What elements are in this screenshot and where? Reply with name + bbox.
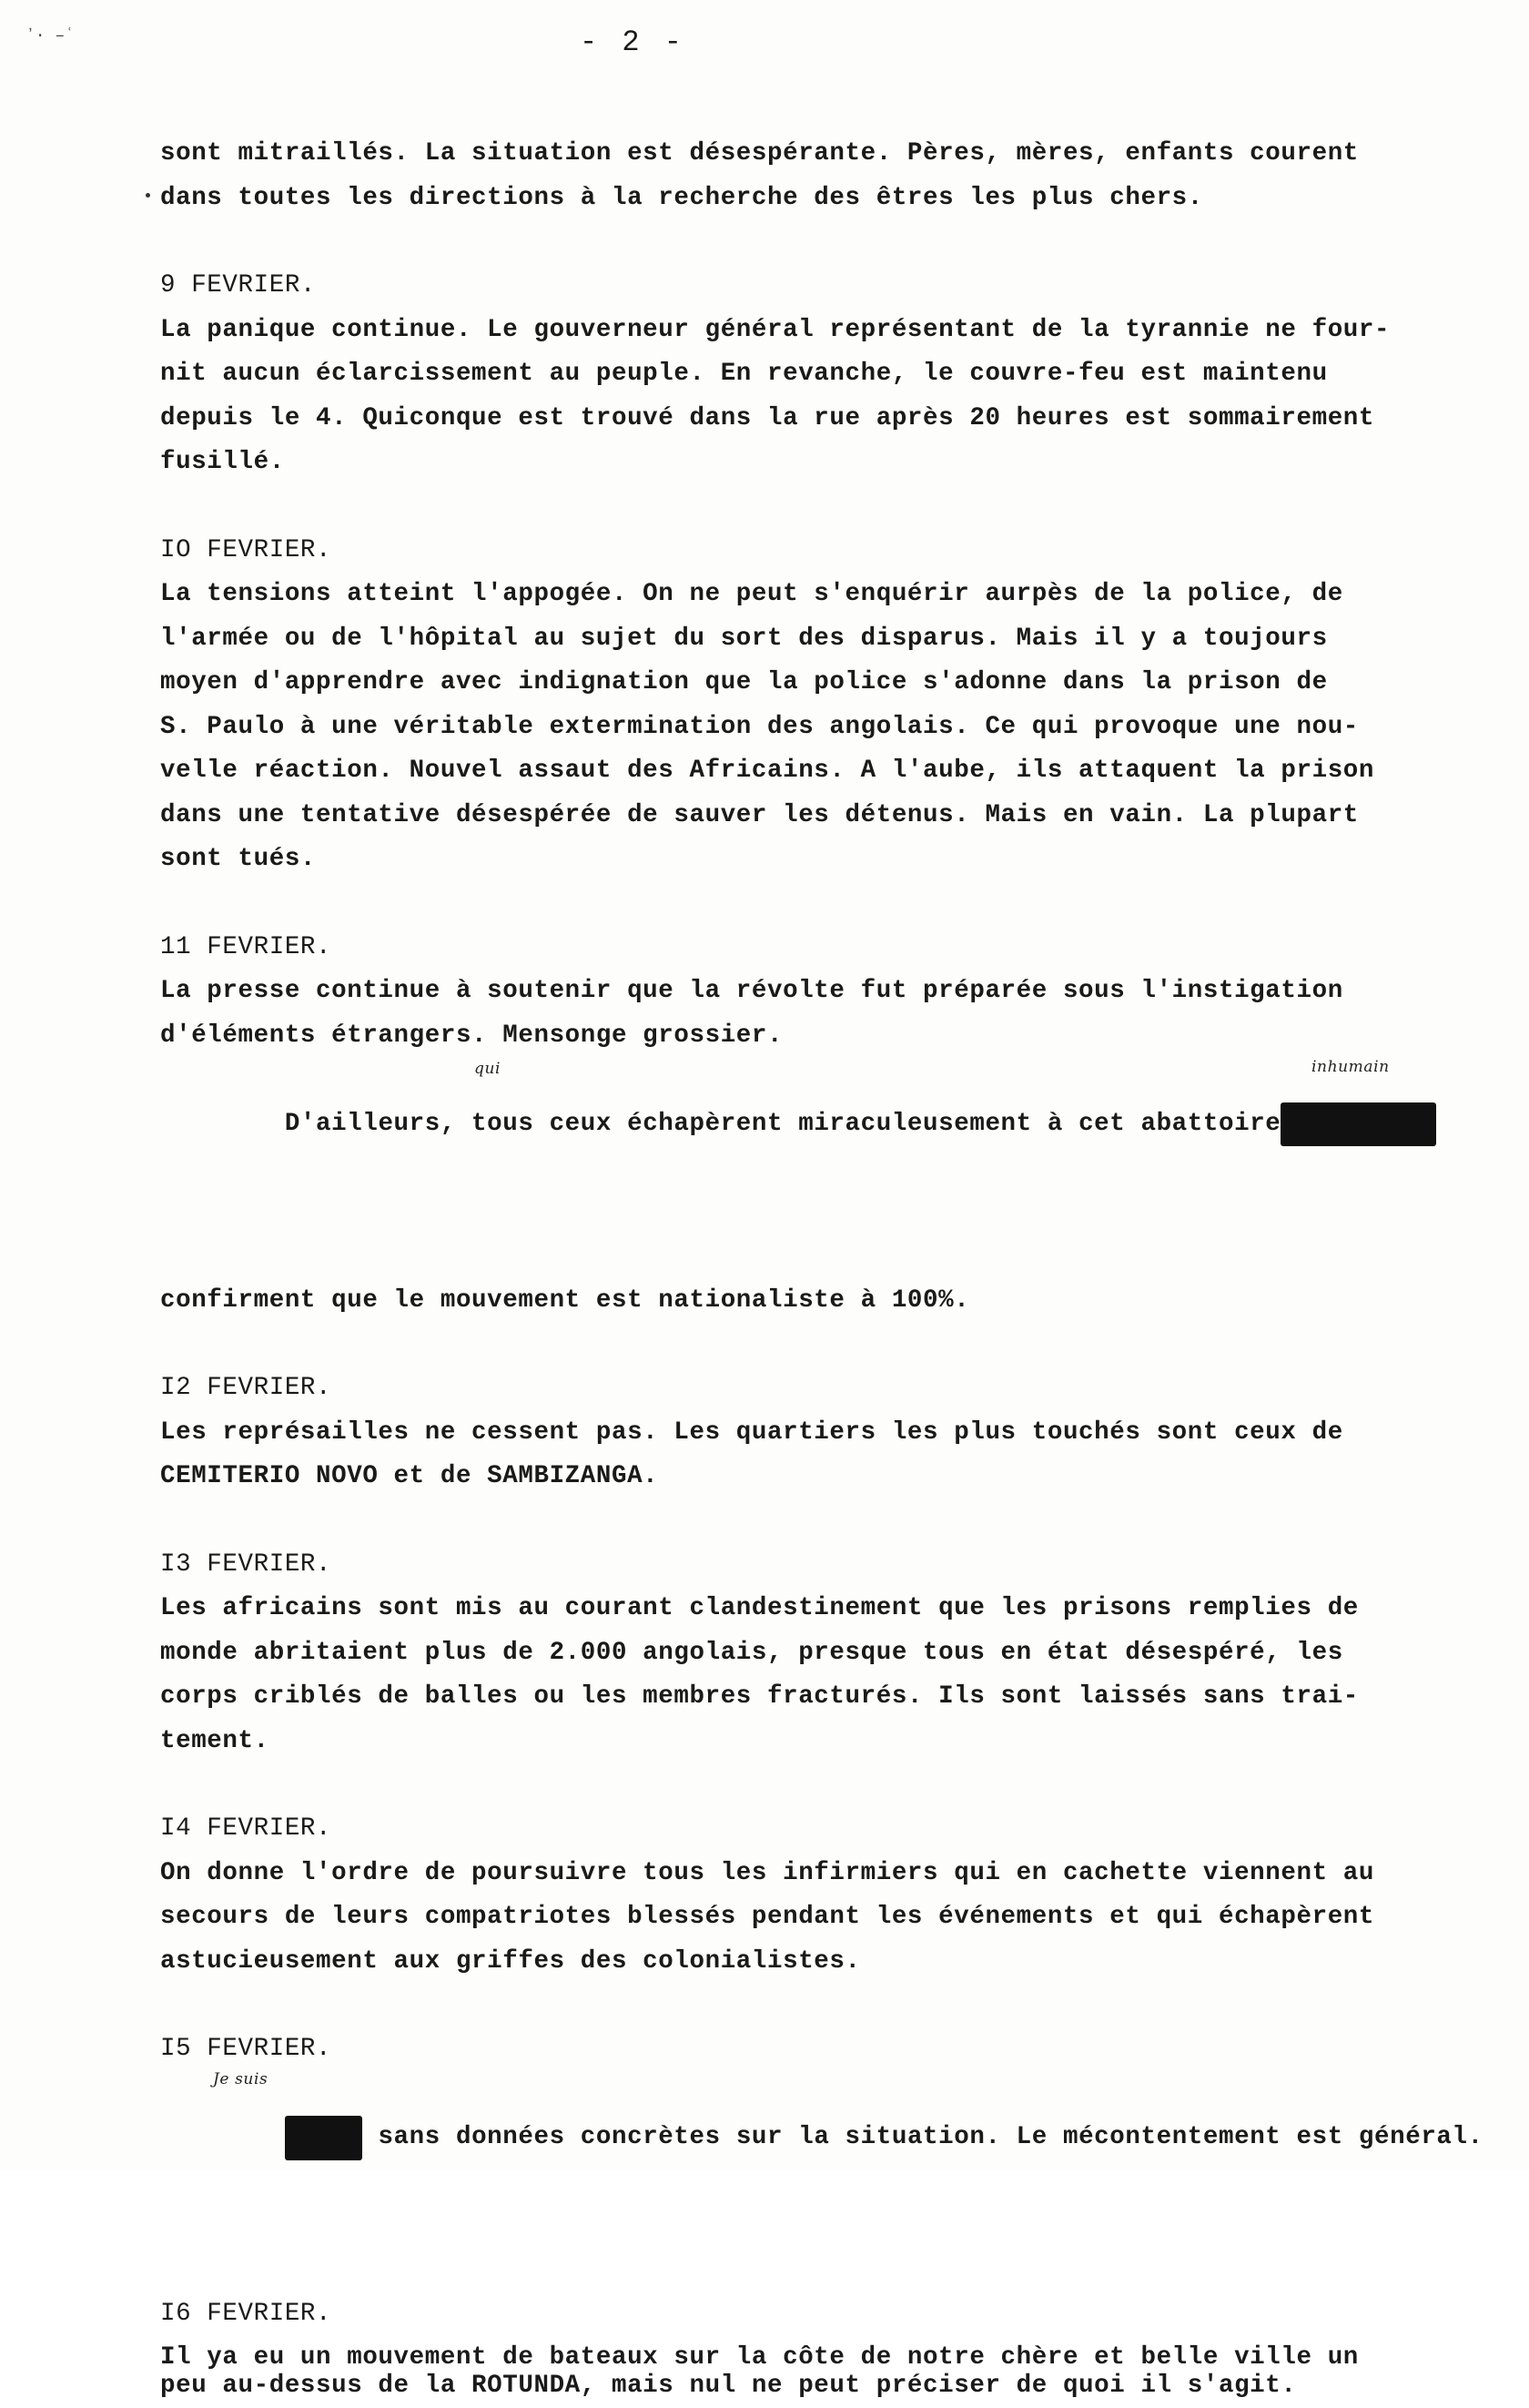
text-line: La tensions atteint l'appogée. On ne peut s'enquérir aurpès de la police, de [160,573,1480,617]
entry-10-fevrier [160,529,1480,882]
text-segment: sans données concrètes sur la situation. Le mécontentement est général. [378,2123,1483,2151]
entry-heading: I2 FEVRIER. [160,1367,1480,1411]
text-line: Les africains sont mis au courant clandestinement que les prisons remplies de [160,1587,1480,1631]
text-line: moyen d'apprendre avec indignation que la police s'adonne dans la prison de [160,661,1480,706]
entry-continuation [160,132,1480,220]
text-line: sont tués. [160,838,1480,882]
entry-12-fevrier [160,1367,1480,1499]
entry-16-fevrier [160,2292,1480,2408]
entry-heading: IO FEVRIER. [160,529,1480,574]
text-line: Il ya eu un mouvement de bateaux sur la côte de notre chère et belle ville un [160,2336,1480,2381]
text-line: Les représailles ne cessent pas. Les quartiers les plus touchés sont ceux de [160,1411,1480,1456]
handwritten-annotation-je-suis: Je suis [213,2057,268,2102]
text-line: d'éléments étrangers. Mensonge grossier. [160,1014,1480,1059]
entry-9-fevrier [160,264,1480,485]
text-line: l'armée ou de l'hôpital au sujet du sort des disparus. Mais il y a toujours [160,617,1480,662]
entry-heading: 9 FEVRIER. [160,264,1480,309]
text-line: corps criblés de balles ou les membres fracturés. Ils sont laissés sans trai- [160,1675,1480,1720]
entry-13-fevrier [160,1543,1480,1764]
text-line: nit aucun éclarcissement au peuple. En revanche, le couvre-feu est maintenu [160,352,1480,397]
entry-heading: I5 FEVRIER. [160,2027,1480,2072]
text-line: fusillé. [160,441,1480,485]
handwritten-annotation-qui: qui [474,1047,501,1092]
text-line: tement. [160,1720,1480,1764]
text-line: sont mitraillés. La situation est désespérante. Pères, mères, enfants courent [160,132,1480,177]
text-line: La presse continue à soutenir que la révolte fut préparée sous l'instigation [160,970,1480,1014]
struck-out-word [1281,1102,1436,1147]
entry-heading: I4 FEVRIER. [160,1807,1480,1852]
corner-marks: ʼ· –ʿ [25,27,75,46]
body-text [160,132,1480,2408]
text-line: confirment que le mouvement est nationaliste à 100%. [160,1279,1480,1324]
entry-heading: 11 FEVRIER. [160,926,1480,970]
text-line: peu au-dessus de la ROTUNDA, mais nul ne peut préciser de quoi il s'agit. [160,2364,1480,2408]
text-line: S. Paulo à une véritable extermination des angolais. Ce qui provoque une nou- [160,706,1480,750]
page-number: - 2 - [0,25,1265,59]
text-segment: D'ailleurs, tous ceux échapèrent miraculeusement à cet abattoire [285,1110,1281,1138]
entry-15-fevrier [160,2027,1480,2249]
entry-11-fevrier [160,926,1480,1324]
text-line: secours de leurs compatriotes blessés pendant les événements et qui échapèrent [160,1895,1480,1940]
entry-14-fevrier [160,1807,1480,1984]
text-line: dans toutes les directions à la recherche des êtres les plus chers. [160,177,1480,221]
text-line [160,2072,1480,2249]
entry-heading: I6 FEVRIER. [160,2292,1480,2337]
margin-dot [146,193,150,198]
text-line [160,1058,1480,1279]
entry-heading: I3 FEVRIER. [160,1543,1480,1588]
struck-out-word [285,2116,363,2160]
handwritten-annotation-inhumain: inhumain [1311,1045,1390,1090]
text-line: dans une tentative désespérée de sauver les détenus. Mais en vain. La plupart [160,794,1480,838]
text-line: velle réaction. Nouvel assaut des Africains. A l'aube, ils attaquent la prison [160,749,1480,794]
text-line: CEMITERIO NOVO et de SAMBIZANGA. [160,1455,1480,1499]
text-line: astucieusement aux griffes des colonialistes. [160,1940,1480,1985]
text-line: On donne l'ordre de poursuivre tous les infirmiers qui en cachette viennent au [160,1852,1480,1896]
text-line: depuis le 4. Quiconque est trouvé dans la rue après 20 heures est sommairement [160,397,1480,442]
text-line: monde abritaient plus de 2.000 angolais, presque tous en état désespéré, les [160,1631,1480,1676]
text-line: La panique continue. Le gouverneur général représentant de la tyrannie ne four- [160,309,1480,353]
